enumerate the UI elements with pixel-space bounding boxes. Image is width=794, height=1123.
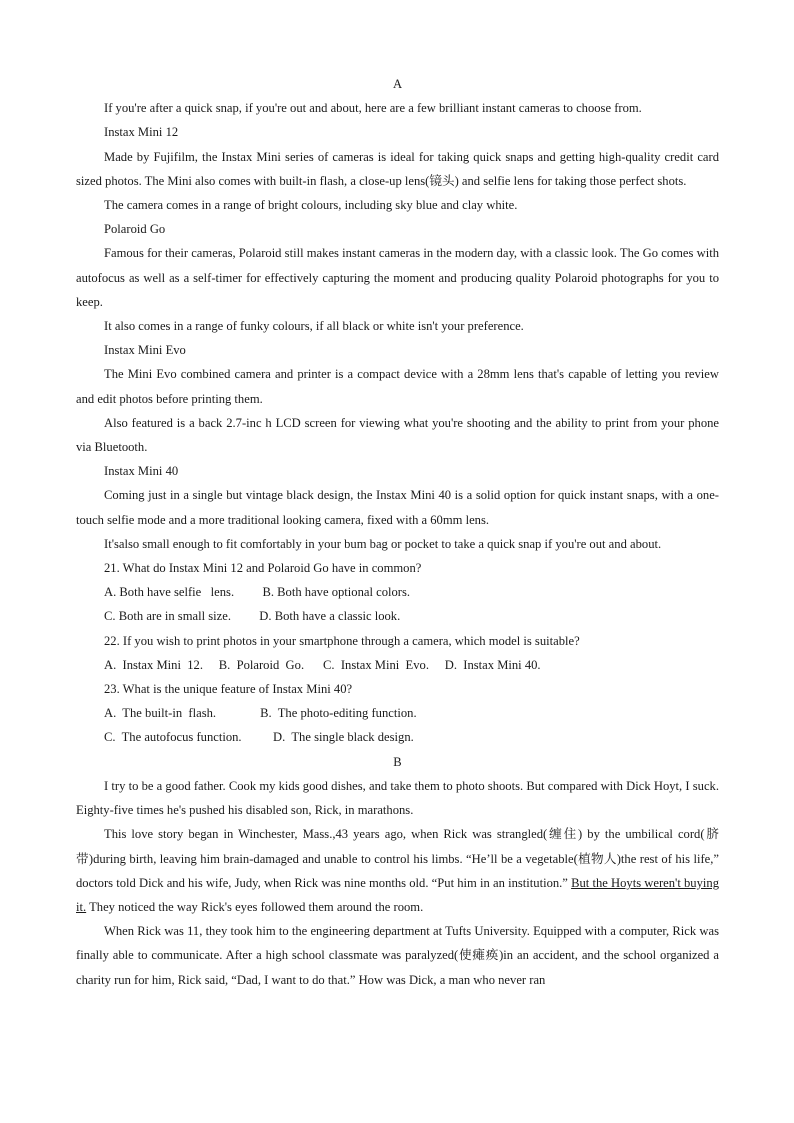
instax-mini-evo-paragraph-2: Also featured is a back 2.7-inc h LCD screen for viewing what you're shooting and the ability to print from your phone via Bluetooth.: [76, 415, 719, 455]
question-23-options-row-1: A. The built-in flash. B. The photo-editing function.: [104, 706, 417, 721]
question-21-stem: 21. What do Instax Mini 12 and Polaroid Go have in common?: [104, 561, 422, 576]
section-b-paragraph-3: When Rick was 11, they took him to the engineering department at Tufts University. Equipped with a computer, Rick was finally able to communicate. After a high school classmate was paralyzed(使瘫痪)in an accident, and the school organized a charity run for him, Rick said, “Dad, I want to do that.” How was Dick, a man who never ran: [76, 924, 719, 987]
polaroid-go-paragraph-1: Famous for their cameras, Polaroid still makes instant cameras in the modern day, with a classic look. The Go comes with autofocus as well as a self-timer for effectively capturing the moment and producing quality Polaroid photographs for you to keep.: [76, 246, 719, 309]
camera-heading-instax-mini-40: Instax Mini 40: [104, 464, 179, 479]
question-21-options-row-1: A. Both have selfie lens. B. Both have optional colors.: [104, 585, 411, 600]
question-22-stem: 22. If you wish to print photos in your smartphone through a camera, which model is suitable?: [104, 633, 580, 648]
section-b-paragraph-2: [76, 822, 719, 919]
paragraph-2-text-before: This love story began in Winchester, Mass.,43 years ago, when Rick was strangled(缠住) by the umbilical cord(脐带)during birth, leaving him brain-damaged and unable to control his limbs. “He’ll be a vegetable(植物人)the rest of his life,” doctors told Dick and his wife, Judy, when Rick was nine months old. “Put him in an institution.”: [76, 827, 719, 890]
section-b-paragraph-1: I try to be a good father. Cook my kids good dishes, and take them to photo shoots. But compared with Dick Hoyt, I suck. Eighty-five times he's pushed his disabled son, Rick, in marathons.: [76, 778, 719, 818]
intro-paragraph: If you're after a quick snap, if you're out and about, here are a few brilliant instant cameras to choose from.: [104, 101, 642, 116]
polaroid-go-paragraph-2: It also comes in a range of funky colours, if all black or white isn't your preference.: [104, 319, 524, 334]
section-a-label: A: [392, 77, 403, 91]
question-22-options-row-1: A. Instax Mini 12. B. Polaroid Go. C. Instax Mini Evo. D. Instax Mini 40.: [104, 657, 541, 672]
question-23-stem: 23. What is the unique feature of Instax Mini 40?: [104, 682, 353, 697]
section-b-label: B: [393, 754, 402, 769]
camera-heading-instax-mini-12: Instax Mini 12: [104, 125, 179, 140]
camera-heading-polaroid-go: Polaroid Go: [104, 222, 166, 237]
exam-page: [76, 72, 719, 992]
instax-mini-40-paragraph-1: Coming just in a single but vintage black design, the Instax Mini 40 is a solid option for quick instant snaps, with a one-touch selfie mode and a more traditional looking camera, fixed with a 60mm lens.: [76, 488, 719, 527]
instax-mini-40-paragraph-2: It'salso small enough to fit comfortably in your bum bag or pocket to take a quick snap if you're out and about.: [104, 536, 662, 551]
question-21-options-row-2: C. Both are in small size. D. Both have a classic look.: [104, 609, 401, 624]
instax-mini-12-paragraph-2: The camera comes in a range of bright colours, including sky blue and clay white.: [104, 198, 518, 213]
camera-heading-instax-mini-evo: Instax Mini Evo: [104, 343, 186, 358]
instax-mini-12-paragraph-1: Made by Fujifilm, the Instax Mini series of cameras is ideal for taking quick snaps and getting high-quality credit card sized photos. The Mini also comes with built-in flash, a close-up lens(镜头) and selfie lens for taking those perfect shots.: [76, 149, 719, 188]
paragraph-2-text-after: They noticed the way Rick's eyes followed them around the room.: [86, 899, 424, 914]
underlined-sentence: But the Hoyts weren't buying it.: [76, 875, 719, 914]
question-23-options-row-2: C. The autofocus function. D. The single black design.: [104, 730, 414, 745]
instax-mini-evo-paragraph-1: The Mini Evo combined camera and printer is a compact device with a 28mm lens that's capable of letting you review and edit photos before printing them.: [76, 367, 719, 406]
